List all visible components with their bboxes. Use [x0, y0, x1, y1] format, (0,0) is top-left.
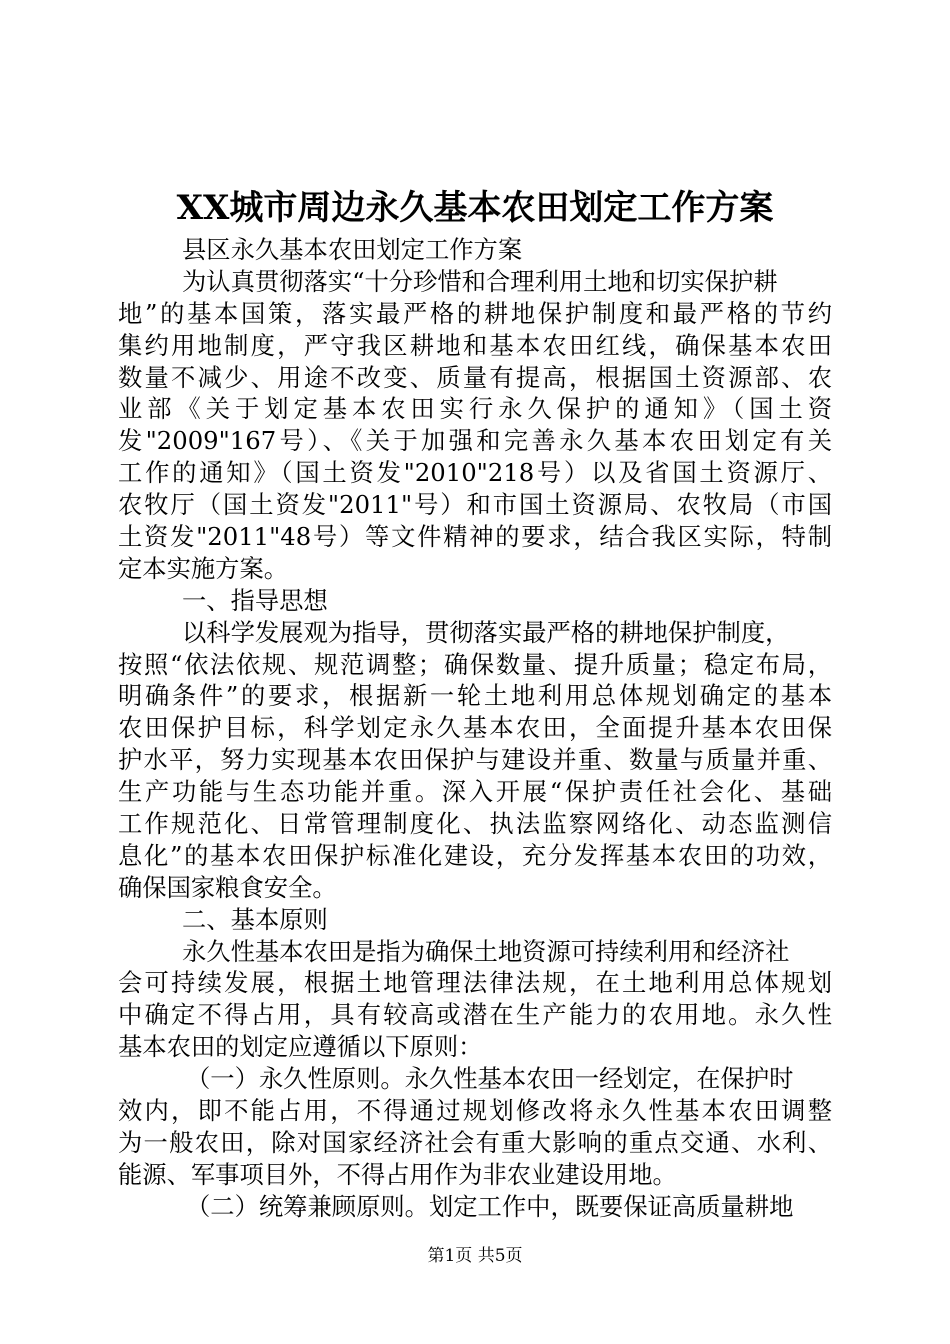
body-text-line: 基本农田的划定应遵循以下原则： [118, 1032, 483, 1062]
body-text-line: 农田保护目标，科学划定永久基本农田，全面提升基本农田保 [118, 713, 832, 743]
body-text-line: 定本实施方案。 [118, 553, 289, 583]
body-text-line: 农牧厅（国土资发"2011"号）和市国土资源局、农牧局（市国 [118, 490, 832, 520]
body-text-line: 二、基本原则 [182, 904, 328, 934]
body-text-line: 生产功能与生态功能并重。深入开展“保护责任社会化、基础 [118, 777, 832, 807]
body-text-line: 为认真贯彻落实“十分珍惜和合理利用土地和切实保护耕 [182, 266, 778, 296]
document-title: XX城市周边永久基本农田划定工作方案 [176, 188, 774, 228]
body-text-line: 息化”的基本农田保护标准化建设，充分发挥基本农田的功效， [118, 840, 832, 870]
body-text-line: 永久性基本农田是指为确保土地资源可持续利用和经济社 [182, 936, 790, 966]
body-text-line: 县区永久基本农田划定工作方案 [182, 235, 523, 264]
body-text-line: 会可持续发展，根据土地管理法律法规，在土地利用总体规划 [118, 968, 832, 998]
body-text-line: 业部《关于划定基本农田实行永久保护的通知》（国土资 [118, 394, 832, 424]
body-text-line: 土资发"2011"48号）等文件精神的要求，结合我区实际，特制 [118, 522, 832, 552]
body-text-line: （一）永久性原则。永久性基本农田一经划定，在保护时 [186, 1064, 794, 1094]
body-text-line: 确保国家粮食安全。 [118, 872, 337, 902]
body-text-line: （二）统筹兼顾原则。划定工作中，既要保证高质量耕地 [186, 1191, 794, 1221]
document-body [118, 234, 832, 1223]
page-footer: 第1页 共5页 [427, 1246, 523, 1266]
body-text-line: 一、指导思想 [182, 585, 328, 615]
body-text-line: 明确条件”的要求，根据新一轮土地利用总体规划确定的基本 [118, 681, 832, 711]
body-text-line: 中确定不得占用，具有较高或潜在生产能力的农用地。永久性 [118, 1000, 832, 1030]
body-text-line: 集约用地制度，严守我区耕地和基本农田红线，确保基本农田 [118, 330, 832, 360]
body-text-line: 数量不减少、用途不改变、质量有提高，根据国土资源部、农 [118, 362, 832, 392]
body-text-line: 按照“依法依规、规范调整；确保数量、提升质量；稳定布局， [118, 649, 832, 679]
body-text-line: 为一般农田，除对国家经济社会有重大影响的重点交通、水利、 [118, 1127, 832, 1157]
body-text-line: 效内，即不能占用，不得通过规划修改将永久性基本农田调整 [118, 1096, 832, 1126]
body-text-line: 地”的基本国策，落实最严格的耕地保护制度和最严格的节约 [118, 298, 832, 328]
body-text-line: 工作规范化、日常管理制度化、执法监察网络化、动态监测信 [118, 809, 832, 839]
body-text-line: 发"2009"167号）、《关于加强和完善永久基本农田划定有关 [118, 426, 832, 456]
body-text-line: 能源、军事项目外，不得占用作为非农业建设用地。 [118, 1159, 677, 1189]
body-text-line: 工作的通知》（国土资发"2010"218号）以及省国土资源厅、 [118, 458, 832, 488]
body-text-line: 护水平，努力实现基本农田保护与建设并重、数量与质量并重、 [118, 745, 832, 775]
body-text-line: 以科学发展观为指导，贯彻落实最严格的耕地保护制度， [182, 617, 790, 647]
